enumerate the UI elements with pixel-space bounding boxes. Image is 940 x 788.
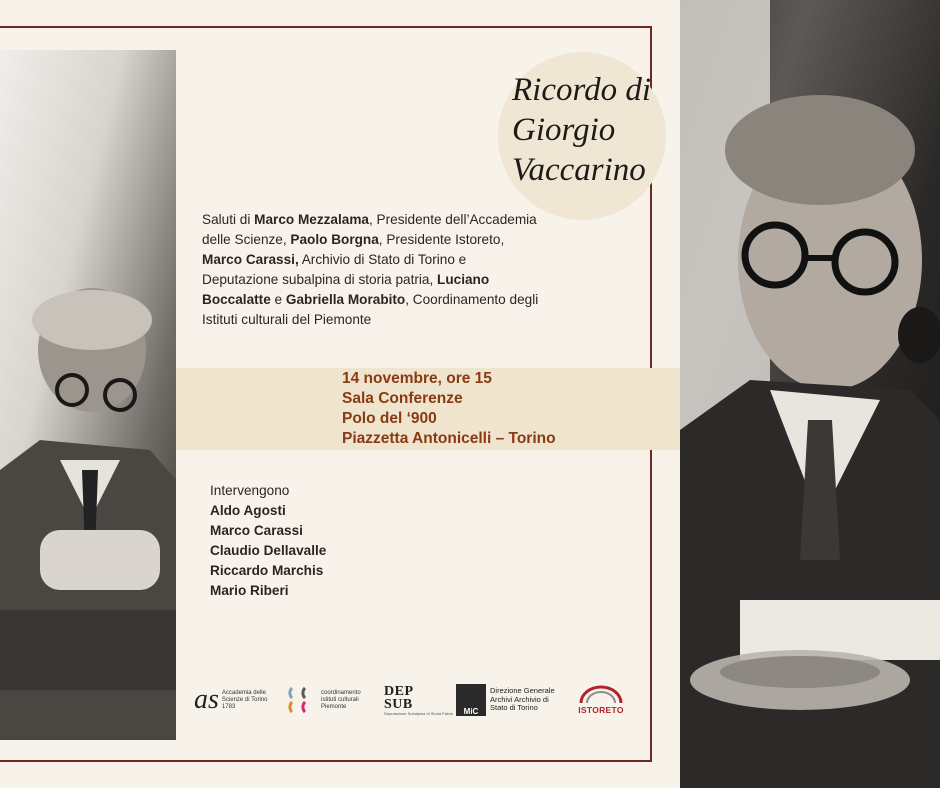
speaker-name: Riccardo Marchis [210,563,324,578]
greet-part: Saluti di [202,212,255,227]
partner-logos [194,680,644,720]
photo-vaccarino-left [0,50,176,740]
event-info [342,369,556,449]
mic-logo [456,680,560,720]
greetings-paragraph [202,210,542,330]
greet-name: Luciano Boccalatte [202,272,490,307]
speaker-name: Mario Riberi [210,583,289,598]
title-line-1: Ricordo di [512,72,652,108]
event-date: 14 novembre, ore 15 [342,370,492,387]
istoreto-text: ISTORETO [578,705,624,715]
mic-text: Direzione Generale Archivi Archivio di Stato di Torino [490,686,555,713]
event-address: Piazzetta Antonicelli – Torino [342,430,556,447]
depsub-line-2: SUB [384,696,413,712]
coordinamento-logo [288,680,365,720]
greet-part: , Coordinamento degli Istituti culturali del Piemonte [202,292,539,327]
speaker-name: Claudio Dellavalle [210,543,327,558]
event-title [512,70,682,190]
speakers-list [210,481,326,601]
speakers-label: Intervengono [210,483,290,498]
accademia-mark-icon: as [194,684,219,715]
accademia-logo [194,680,282,720]
greet-part: , Presidente Istoreto, [378,232,505,247]
photo-vaccarino-right [680,0,940,788]
depsub-small: Deputazione Subalpina di Storia Patria [384,710,453,716]
greet-name: Paolo Borgna [290,232,379,247]
title-line-2: Giorgio [512,112,616,148]
title-line-3: Vaccarino [512,152,646,188]
greet-part: e [270,292,286,307]
greet-name: Marco Mezzalama [254,212,369,227]
depsub-logo [384,680,453,720]
istoreto-logo [578,680,624,720]
speaker-name: Aldo Agosti [210,503,286,518]
coordinamento-mark-icon [288,685,318,715]
event-room: Sala Conferenze [342,390,463,407]
mic-mark-icon: MiC [456,684,486,716]
istoreto-arc-icon [578,685,624,703]
coordinamento-text: coordinamento istituti culturali Piemonte [321,689,361,710]
depsub-line-1: DEP [384,683,414,699]
greet-part: , Presidente dell’Accademia delle Scienze, [202,212,537,247]
accademia-text: Accademia delle Scienze di Torino 1783 [221,689,268,710]
speaker-name: Marco Carassi [210,523,303,538]
greet-name: Marco Carassi, [202,252,299,267]
greet-part: Archivio di Stato di Torino e Deputazione subalpina di storia patria, [202,252,467,287]
event-venue: Polo del ‘900 [342,410,437,427]
greet-name: Gabriella Morabito [285,292,406,307]
